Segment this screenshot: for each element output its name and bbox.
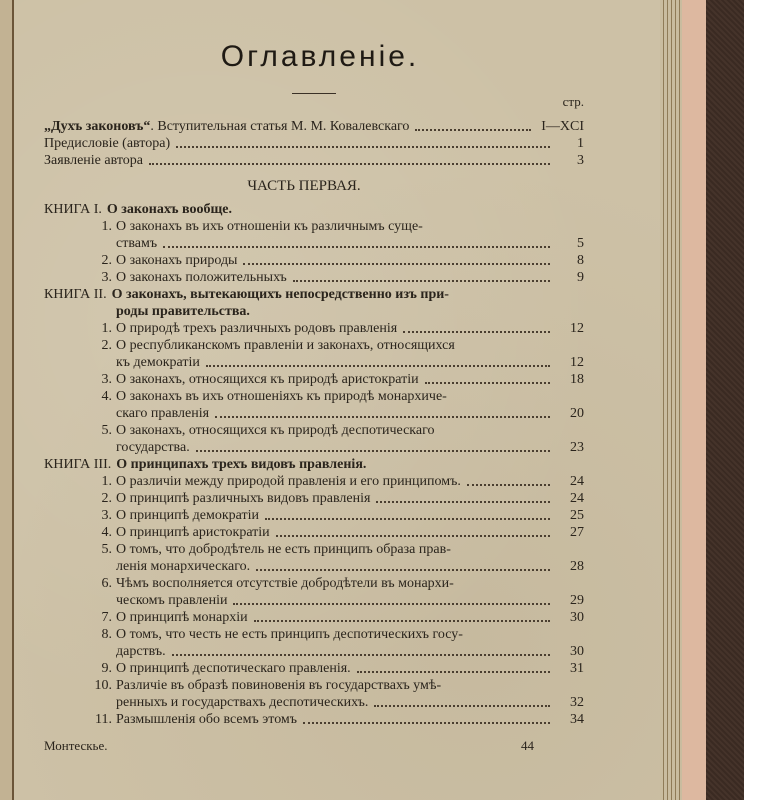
chapter-entry [44,609,584,626]
chapter-page: 28 [570,559,584,574]
chapter-entry [44,218,584,235]
part-heading: ЧАСТЬ ПЕРВАЯ. [247,178,361,194]
leader-dots [196,450,550,452]
facing-page-edge [0,0,12,800]
chapter-entry [44,694,584,711]
leader-dots [374,705,550,707]
leader-dots [254,620,550,622]
chapter-page: 5 [577,236,584,251]
leader-dots [243,263,550,265]
chapter-number: 4. [101,389,112,404]
chapter-number: 2. [101,253,112,268]
toc-entry [44,118,584,135]
chapter-entry [44,422,584,439]
chapter-number: 10. [94,678,112,693]
chapter-title: О принципѣ демократіи [116,508,260,523]
signature-mark: 44 [521,738,534,753]
toc-entry [44,135,584,152]
leader-dots [303,722,550,724]
chapter-number: 3. [101,508,112,523]
entry-page: 3 [577,153,584,168]
chapter-entry [44,252,584,269]
chapter-number: 5. [101,542,112,557]
chapter-page: 24 [570,474,584,489]
chapter-title: ренныхъ и государствахъ деспотическихъ. [116,695,369,710]
book-heading [44,286,584,303]
chapter-title: Чѣмъ восполняется отсутствіе добродѣтели въ монархи- [116,576,454,591]
chapter-title: государства. [116,440,190,455]
chapter-title: О томъ, что добродѣтель не есть принципъ образа прав- [116,542,451,557]
leader-dots [256,569,550,571]
entry-title: . Вступительная статья М. М. Ковалевскаго [150,119,410,134]
chapter-title: О законахъ положительныхъ [116,270,287,285]
chapter-entry [44,507,584,524]
leader-dots [415,129,531,131]
chapter-number: 1. [101,321,112,336]
leader-dots [206,365,550,367]
chapter-entry [44,541,584,558]
chapter-entry [44,405,584,422]
table-of-contents [44,94,584,728]
chapter-title: О законахъ природы [116,253,238,268]
chapter-page: 18 [570,372,584,387]
book-section [44,286,584,456]
leader-dots [176,146,550,148]
toc-entry [44,152,584,169]
chapter-page: 29 [570,593,584,608]
chapter-title: ческомъ правленіи [116,593,228,608]
chapter-entry [44,558,584,575]
book-section [44,201,584,286]
chapter-page: 30 [570,610,584,625]
chapter-number: 6. [101,576,112,591]
chapter-page: 20 [570,406,584,421]
chapter-title: ленія монархическаго. [116,559,251,574]
chapter-title: О принципѣ различныхъ видовъ правленія [116,491,371,506]
leader-dots [233,603,550,605]
book-title: О принципахъ трехъ видовъ правленія. [116,457,367,472]
entry-page: 1 [577,136,584,151]
chapter-number: 11. [95,712,112,727]
chapter-number: 1. [101,474,112,489]
book-label: КНИГА I. [44,202,102,217]
leader-dots [215,416,550,418]
book-title: О законахъ вообще. [106,202,232,217]
chapter-page: 23 [570,440,584,455]
chapter-title: ствамъ [116,236,158,251]
footer-author: Монтескье. [44,738,108,753]
chapter-number: 4. [101,525,112,540]
page-stack-edges [660,0,682,800]
book-cover [706,0,744,800]
chapter-entry [44,660,584,677]
chapter-entry [44,354,584,371]
chapter-title: дарствъ. [116,644,166,659]
chapter-title: Размышленія обо всемъ этомъ [116,712,298,727]
chapter-title: О законахъ, относящихся къ природѣ аристократіи [116,372,419,387]
chapter-page: 24 [570,491,584,506]
chapter-page: 25 [570,508,584,523]
leader-dots [172,654,550,656]
leader-dots [357,671,550,673]
chapter-title: къ демократіи [116,355,200,370]
books-list [44,201,584,728]
leader-dots [276,535,550,537]
chapter-page: 27 [570,525,584,540]
chapter-page: 31 [570,661,584,676]
chapter-title: О природѣ трехъ различныхъ родовъ правленія [116,321,398,336]
chapter-number: 8. [101,627,112,642]
leader-dots [425,382,550,384]
chapter-title: О принципѣ аристократіи [116,525,270,540]
entry-title: Заявленіе автора [44,153,144,168]
chapter-entry [44,711,584,728]
leader-dots [163,246,550,248]
chapter-entry [44,524,584,541]
chapter-page: 12 [570,355,584,370]
endpaper-edge [682,0,706,800]
chapter-title: Различіе въ образѣ повиновенія въ государствахъ умѣ- [116,678,442,693]
leader-dots [149,163,550,165]
chapter-entry [44,626,584,643]
chapter-entry [44,388,584,405]
leader-dots [293,280,550,282]
chapter-title: О томъ, что честь не есть принципъ деспотическихъ госу- [116,627,463,642]
page-footer [44,738,534,754]
leader-dots [376,501,550,503]
leader-dots [467,484,550,486]
leader-dots [403,331,550,333]
chapter-page: 12 [570,321,584,336]
chapter-number: 2. [101,491,112,506]
book-title: О законахъ, вытекающихъ непосредственно изъ при- [111,287,449,302]
chapter-number: 1. [101,219,112,234]
chapter-title: О принципѣ деспотическаго правленія. [116,661,351,676]
chapter-entry [44,677,584,694]
page-column-label: стр. [562,94,584,109]
chapter-title: О законахъ въ ихъ отношеніи къ различнымъ суще- [116,219,423,234]
chapter-title: О законахъ въ ихъ отношеніяхъ къ природѣ монархиче- [116,389,447,404]
chapter-entry [44,643,584,660]
chapter-entry [44,320,584,337]
chapter-page: 30 [570,644,584,659]
page-title: Оглавленіе. [220,40,420,73]
book-label: КНИГА III. [44,457,112,472]
entry-page: I—XCI [541,119,584,134]
chapter-number: 3. [101,372,112,387]
book-heading [44,201,584,218]
book-heading [44,456,584,473]
chapter-title: скаго правленія [116,406,210,421]
book-label: КНИГА II. [44,287,107,302]
book-title: роды правительства. [116,304,250,319]
chapter-entry [44,592,584,609]
chapter-entry [44,371,584,388]
chapter-entry [44,337,584,354]
gutter-line [12,0,14,800]
chapter-number: 9. [101,661,112,676]
chapter-entry [44,269,584,286]
chapter-number: 2. [101,338,112,353]
chapter-number: 5. [101,423,112,438]
chapter-page: 9 [577,270,584,285]
leader-dots [265,518,550,520]
chapter-entry [44,473,584,490]
entry-title-bold: „Духъ законовъ“ [44,119,151,134]
chapter-entry [44,439,584,456]
chapter-entry [44,490,584,507]
book-heading [44,303,584,320]
chapter-title: О принципѣ монархіи [116,610,248,625]
chapter-title: О различіи между природой правленія и его принципомъ. [116,474,461,489]
chapter-page: 32 [570,695,584,710]
chapter-number: 3. [101,270,112,285]
book-section [44,456,584,728]
chapter-entry [44,235,584,252]
chapter-page: 8 [577,253,584,268]
chapter-title: О законахъ, относящихся къ природѣ деспотическаго [116,423,435,438]
entry-title: Предисловіе (автора) [44,136,171,151]
chapter-title: О республиканскомъ правленіи и законахъ, относящихся [116,338,455,353]
chapter-page: 34 [570,712,584,727]
chapter-number: 7. [101,610,112,625]
chapter-entry [44,575,584,592]
